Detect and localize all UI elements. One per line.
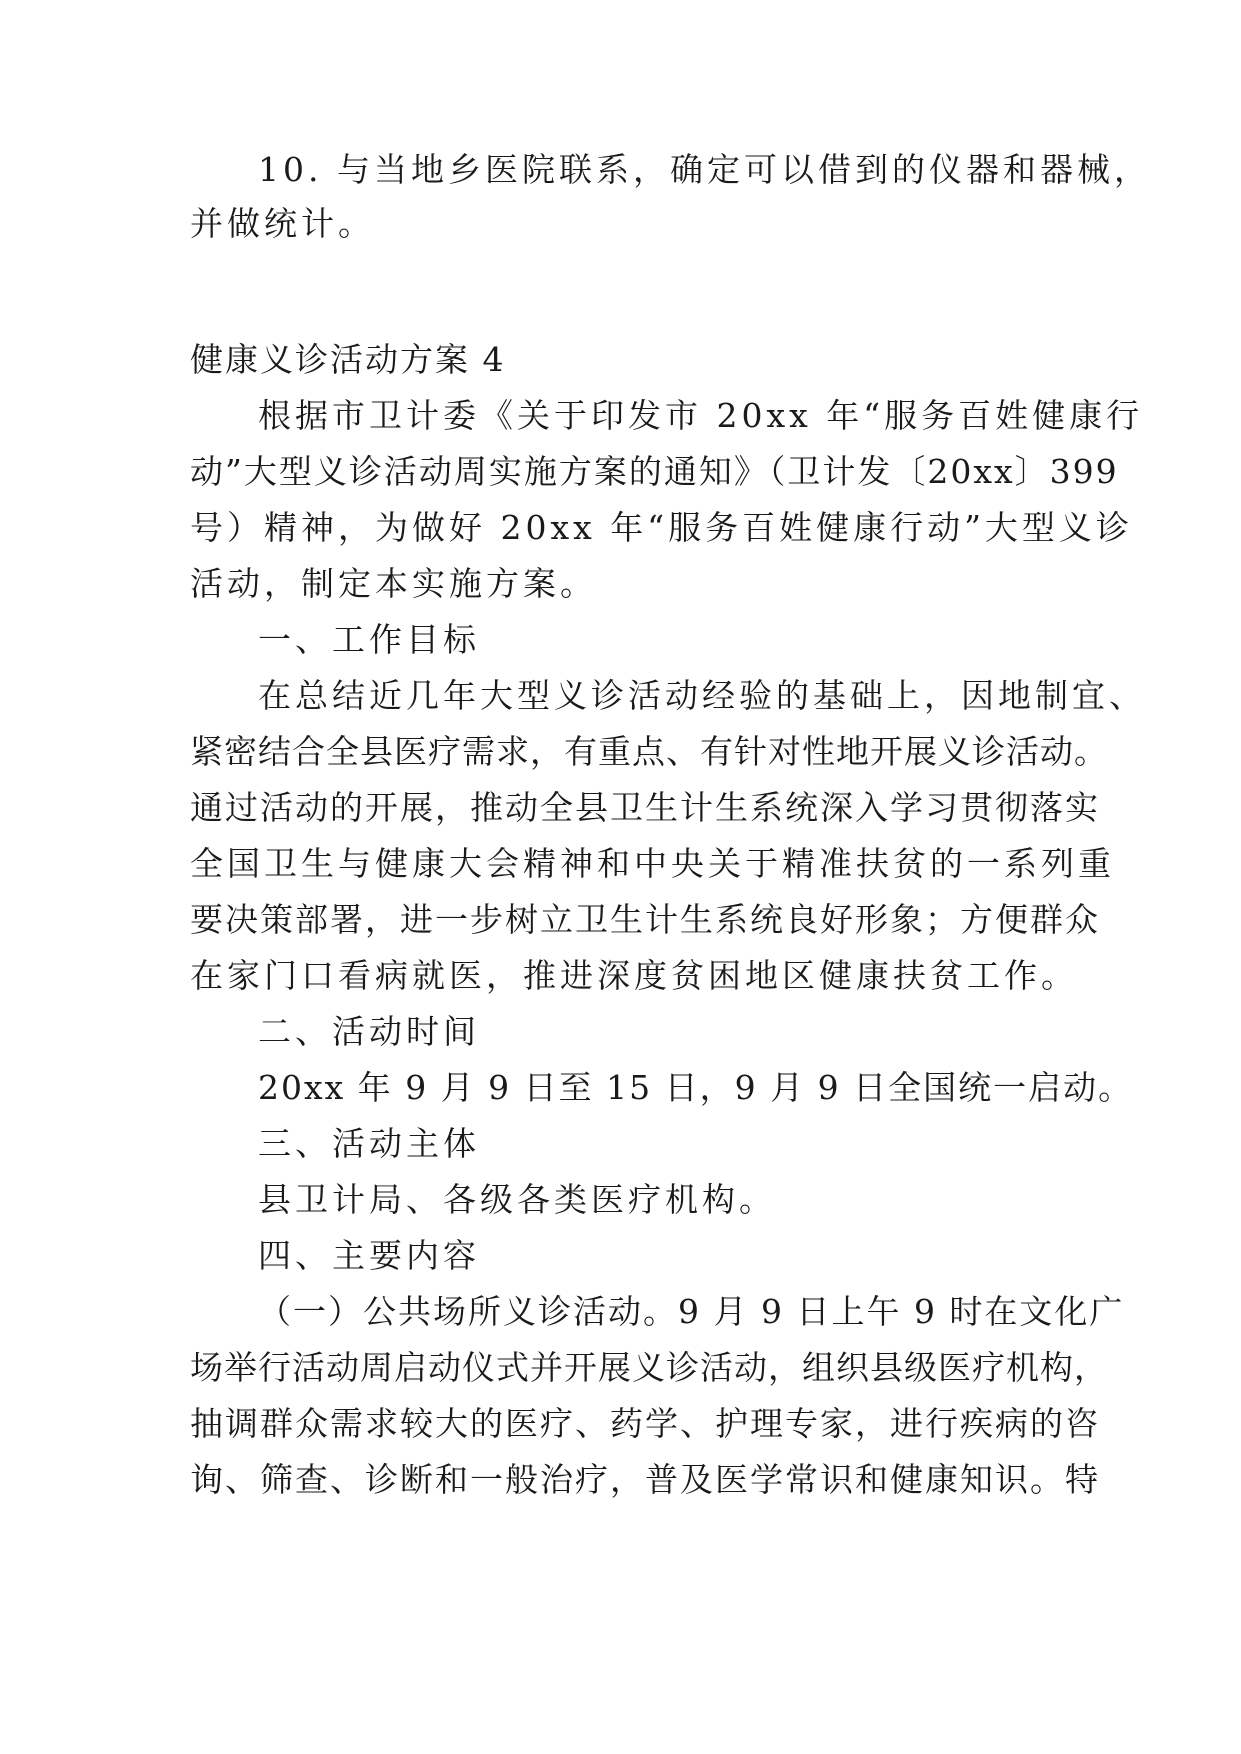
paragraph-line: 抽调群众需求较大的医疗、药学、护理专家，进行疾病的咨: [190, 1404, 1100, 1443]
paragraph-line: 紧密结合全县医疗需求，有重点、有针对性地开展义诊活动。: [190, 732, 1108, 771]
paragraph-line: 10. 与当地乡医院联系，确定可以借到的仪器和器械，: [258, 150, 1151, 189]
paragraph-line: 号）精神，为做好 20xx 年“服务百姓健康行动”大型义诊: [190, 508, 1133, 547]
section-title: 健康义诊活动方案 4: [190, 340, 506, 379]
paragraph-line: 在总结近几年大型义诊活动经验的基础上，因地制宜、: [258, 676, 1146, 715]
paragraph-line: （一）公共场所义诊活动。9 月 9 日上午 9 时在文化广: [258, 1292, 1125, 1331]
section-heading: 二、活动时间: [258, 1012, 480, 1051]
section-heading: 四、主要内容: [258, 1236, 480, 1275]
paragraph-line: 20xx 年 9 月 9 日至 15 日，9 月 9 日全国统一启动。: [258, 1068, 1134, 1107]
paragraph-line: 县卫计局、各级各类医疗机构。: [258, 1180, 776, 1219]
paragraph-line: 通过活动的开展，推动全县卫生计生系统深入学习贯彻落实: [190, 788, 1100, 827]
paragraph-line: 询、筛查、诊断和一般治疗，普及医学常识和健康知识。特: [190, 1460, 1100, 1499]
paragraph-line: 要决策部署，进一步树立卫生计生系统良好形象；方便群众: [190, 900, 1100, 939]
paragraph-line: 活动，制定本实施方案。: [190, 564, 597, 603]
paragraph-line: 场举行活动周启动仪式并开展义诊活动，组织县级医疗机构，: [190, 1348, 1108, 1387]
paragraph-line: 动”大型义诊活动周实施方案的通知》（卫计发〔20xx〕399: [190, 452, 1119, 491]
paragraph-line: 并做统计。: [190, 204, 375, 243]
section-heading: 三、活动主体: [258, 1124, 480, 1163]
paragraph-line: 全国卫生与健康大会精神和中央关于精准扶贫的一系列重: [190, 844, 1115, 883]
paragraph-line: 在家门口看病就医，推进深度贫困地区健康扶贫工作。: [190, 956, 1078, 995]
section-heading: 一、工作目标: [258, 620, 480, 659]
paragraph-line: 根据市卫计委《关于印发市 20xx 年“服务百姓健康行: [258, 396, 1144, 435]
